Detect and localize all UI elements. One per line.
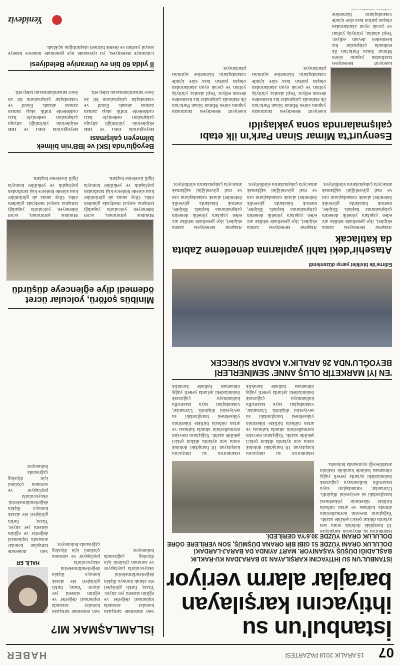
logo-mark-icon [52, 15, 62, 25]
minibus-photo [6, 219, 154, 281]
column-body-1: Son dönemde tartışılan konular arasında toplumsal değerler ve eğitim sistemi yer alıyor. Yazar, farklı görüşleri ele alarak konuya ilişkin değerlendirmelerini okuyucularla paylaşıyor ve sorunun çözümü için diyalog çağrısında bulunuyor. [104, 547, 154, 613]
lead-body-col-1: İstanbul'un su ihtiyacını karşılayan 10 barajdaki doluluk oranı son aylarda dikkat çekici şekilde azaldı. Yağışların mevsim normallerinin altında kalması ve artan nüfusla birlikte tüketimin yükselmesi barajlardaki su seviyesini düşürdü. Uzmanlar, vatandaşları suyu tasarruflu kullanmaya çağırarak önümüzdeki aylarda yeterli yağış olmaması halinde kuraklık riskinin artabileceği uyarısında bulundu. [320, 460, 392, 533]
right-2-headline: Beyoğlu'nda İSKİ ve İBB'nin bilmek bilmeyen çalışması [36, 134, 154, 149]
section-label: HABER [6, 649, 47, 660]
right-body-2: Minibüs şoförünün, ücret ödemeyen yolcularla yaşadığı tartışma sosyal medyada gündem oldu. Olay anına ait görüntüler kısa sürede binlerce kişi tarafından paylaşıldı ve yetkililer konuyla ilgili inceleme başlattı. [8, 175, 78, 217]
column-body-3: Son dönemde tartışılan konular arasında toplumsal değerler ve eğitim sistemi yer alıyor. Yazar, farklı görüşleri ele alarak konuya ilişkin değerlendirmelerini okuyucularla paylaşıyor ve sorunun çözümü için diyalog çağrısında bulunuyor. [8, 462, 48, 553]
mid-left-body-3: Ataşehir Belediyesi zabıta ekipleri, ilçe genelinde tehlike arz eden yapılara yönelik denetim çalışmalarına başladı. Ekipler, metruk binalarda güvenlik önlemleri alarak vatandaşların can ve mal güvenliğini sağlamak amacıyla çalışmalarını sürdürüyor. [172, 181, 242, 229]
column-author: HALİL ER [16, 559, 40, 565]
masthead [6, 644, 394, 661]
group-photo [172, 269, 392, 347]
bottom-left-body-2: Esenyurt Belediyesi tarafından yapımı süren Mimar Sinan Parkı'nın ilk etabında çalışmalar hız kesmeden devam ediyor. Yeşil alanlar, yürüyüş yolları ve çocuk oyun alanlarından oluşan parkın kısa süre içinde vatandaşların hizmetine açılması planlanıyor. [172, 65, 246, 113]
right-3-body: Ümraniye Belediyesi, yıl içerisinde ilçe genelinde binlerce haneye sosyal yardım ve destek hizmeti ulaştırdığını açıkladı. [8, 43, 154, 55]
right-2-body-2: Beyoğlu'nda İSKİ ve İBB ekiplerinin yürüttüğü altyapı çalışmaları nedeniyle bazı caddelerde trafik akışı zaman zaman aksadı. Esnaf ve vatandaşlar çalışmaların bir an önce tamamlanmasını talep etti. [8, 89, 78, 131]
banner-quote: 'EN İYİ MARKETİR OLUŞ ANNE' SEMİNERLERİ BEYOĞLU'NDA 26 ARALIK'A KADAR SÜRECEK [210, 358, 392, 377]
newspaper-logo: Yenideviz [8, 15, 43, 25]
bottom-left-headline: Esenyurt'ta Mimar Sinan Park'ın ilk etabı çalışmalarında sona yaklaşıldı [199, 119, 392, 141]
park-photo [330, 67, 392, 113]
divider [172, 144, 392, 145]
right-headline: Minibüs şoförü, yolcular ücret ödemedi diye eğlenceye düşürdü [11, 285, 154, 305]
bottom-left-body-3: Esenyurt Belediyesi tarafından yapımı süren Mimar Sinan Parkı'nın ilk etabında çalışmalar hız kesmeden devam ediyor. Yeşil alanlar, yürüyüş yolları ve çocuk oyun alanlarından oluşan parkın kısa süre içinde vatandaşların hizmetine [332, 11, 392, 65]
divider [8, 152, 154, 153]
page-number: 07 [378, 645, 394, 661]
column-rule [163, 7, 164, 637]
mid-left-body-1: Ataşehir Belediyesi zabıta ekipleri, ilçe genelinde tehlike arz eden yapılara yönelik denetim çalışmalarına başladı. Ekipler, metruk binalarda güvenlik önlemleri alarak vatandaşların can ve mal güvenliğini sağlamak amacıyla çalışmalarını sürdürüyor. [322, 181, 392, 229]
divider [8, 70, 154, 71]
column-body-2: Son dönemde tartışılan konular arasında toplumsal değerler ve eğitim sistemi yer alıyor. Yazar, farklı görüşleri ele alarak konuya ilişkin değerlendirmelerini okuyucularla paylaşıyor ve sorunun çözümü için diyalog çağrısında bulunuyor. [52, 540, 100, 613]
right-body-1: Minibüs şoförünün, ücret ödemeyen yolcularla yaşadığı tartışma sosyal medyada gündem oldu. Olay anına ait görüntüler kısa sürede binlerce kişi tarafından paylaşıldı ve yetkililer konuyla ilgili inceleme başlattı. [84, 175, 154, 217]
mid-left-body-2: Ataşehir Belediyesi zabıta ekipleri, ilçe genelinde tehlike arz eden yapılara yönelik denetim çalışmalarına başladı. Ekipler, metruk binalarda güvenlik önlemleri alarak vatandaşların can ve mal güvenliğini sağlamak amacıyla çalışmalarını sürdürüyor. [247, 181, 317, 229]
divider [172, 379, 392, 380]
mid-left-headline: Atasehir'deki tahli yapılarına denetleme Zabıta da katılacak [172, 233, 392, 255]
right-2-body-1: Beyoğlu'nda İSKİ ve İBB ekiplerinin yürüttüğü altyapı çalışmaları nedeniyle bazı caddelerde trafik akışı zaman zaman aksadı. Esnaf ve vatandaşlar çalışmaların bir an önce tamamlanmasını talep etti. [84, 89, 154, 131]
issue-date: 15 ARALIK 2018 PAZARTESİ [285, 651, 364, 657]
column-kicker: İSLAMLAŞMAK MI? [50, 623, 154, 635]
lead-headline: İstanbul'un su ihtiyacını karşılayan barajlar alarm veriyor [166, 568, 392, 642]
lead-spot: İSTANBUL'UN SU İHTİYACINI KARŞILAYAN 10 BARAJDAN KU-RAKLIK BAŞLADIĞI DÜŞÜŞ YAŞANIYOR. MART AYINDA DA BARAJ-LARDAKİ DOLULUK ORANI YÜZDE 51 GİBİ BİR ORANA DÜŞMÜŞ, SON VERİLERE GÖRE DOLULUK ORANI YÜZDE 30.6'YA GERİLEDİ. [166, 532, 392, 561]
photo-caption: Edirne'de bisiklet yarışı düzenlendi [308, 261, 392, 267]
divider [8, 308, 154, 309]
right-3-headline: İl yılda 60 bin ev Ümraniye Belediyesi [29, 60, 154, 67]
bottom-left-body-1: Esenyurt Belediyesi tarafından yapımı süren Mimar Sinan Parkı'nın ilk etabında çalışmalar hız kesmeden devam ediyor. Yeşil alanlar, yürüyüş yolları ve çocuk oyun alanlarından oluşan parkın kısa süre içinde vatandaşların hizmetine açılması planlanıyor. [252, 65, 326, 113]
dam-photo [172, 461, 314, 533]
lead-body-col-2: İstanbul'un su ihtiyacını karşılayan 10 barajdaki doluluk oranı son aylarda dikkat çekici şekilde azaldı. Yağışların mevsim normallerinin altında kalması ve artan nüfusla birlikte tüketimin yükselmesi barajlardaki su seviyesini düşürdü. Uzmanlar, vatandaşları suyu tasarruflu kullanmaya çağırarak önümüzdeki aylarda yeterli yağış olmaması halinde kuraklık [246, 383, 314, 455]
lead-body-col-3: İstanbul'un su ihtiyacını karşılayan 10 barajdaki doluluk oranı son aylarda dikkat çekici şekilde azaldı. Yağışların mevsim normallerinin altında kalması ve artan nüfusla birlikte tüketimin yükselmesi barajlardaki su seviyesini düşürdü. Uzmanlar, vatandaşları suyu tasarruflu kullanmaya çağırarak önümüzdeki aylarda yeterli yağış olmaması halinde kuraklık [172, 383, 240, 455]
author-portrait [8, 567, 48, 613]
